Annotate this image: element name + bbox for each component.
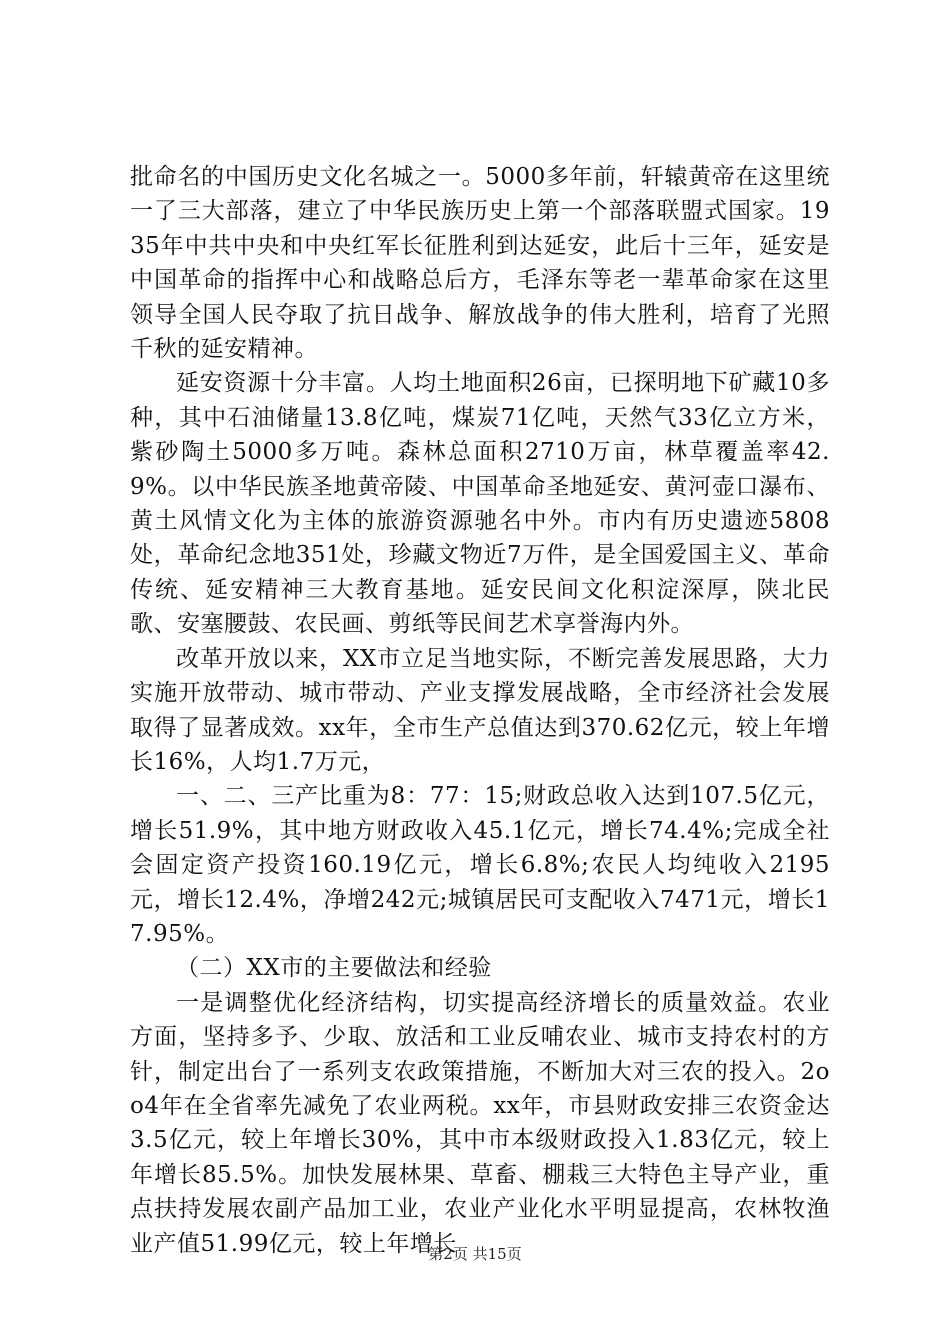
paragraph-4: 一、二、三产比重为8：77：15;财政总收入达到107.5亿元，增长51.9%，其中地方财政收入45.1亿元，增长74.4%;完成全社会固定资产投资160.19亿元，增长6.8%;农民人均纯收入2195元，增长12.4%，净增242元;城镇居民可支配收入7471元，增长17.95%。 xyxy=(130,783,830,947)
paragraph-5: 一是调整优化经济结构，切实提高经济增长的质量效益。农业方面，坚持多予、少取、放活和工业反哺农业、城市支持农村的方针，制定出台了一系列支农政策措施，不断加大对三农的投入。2oo4年在全省率先减免了农业两税。xx年，市县财政安排三农资金达3.5亿元，较上年增长30%，其中市本级财政投入1.83亿元，较上年增长85.5%。加快发展林果、草畜、棚栽三大特色主导产业，重点扶持发展农副产品加工业，农业产业化水平明显提高，农林牧渔业产值51.99亿元，较上年增长 xyxy=(130,989,830,1257)
paragraph-3: 改革开放以来，XX市立足当地实际，不断完善发展思路，大力实施开放带动、城市带动、产业支撑发展战略，全市经济社会发展取得了显著成效。xx年，全市生产总值达到370.62亿元，较上年增长16%，人均1.7万元， xyxy=(130,645,830,775)
paragraph-2: 延安资源十分丰富。人均土地面积26亩，已探明地下矿藏10多种，其中石油储量13.8亿吨，煤炭71亿吨，天然气33亿立方米，紫砂陶土5000多万吨。森林总面积2710万亩，林草覆盖率42.9%。以中华民族圣地黄帝陵、中国革命圣地延安、黄河壶口瀑布、黄土风情文化为主体的旅游资源驰名中外。市内有历史遗迹5808处，革命纪念地351处，珍藏文物近7万件，是全国爱国主义、革命传统、延安精神三大教育基地。延安民间文化积淀深厚，陕北民歌、安塞腰鼓、农民画、剪纸等民间艺术享誉海内外。 xyxy=(130,370,830,638)
document-body xyxy=(130,160,830,1261)
paragraph-1: 批命名的中国历史文化名城之一。5000多年前，轩辕黄帝在这里统一了三大部落，建立了中华民族历史上第一个部落联盟式国家。1935年中共中央和中央红军长征胜利到达延安，此后十三年，延安是中国革命的指挥中心和战略总后方，毛泽东等老一辈革命家在这里领导全国人民夺取了抗日战争、解放战争的伟大胜利，培育了光照千秋的延安精神。 xyxy=(130,164,830,363)
page-number: 第2页 共15页 xyxy=(428,1245,522,1263)
section-heading: （二）XX市的主要做法和经验 xyxy=(176,955,492,982)
